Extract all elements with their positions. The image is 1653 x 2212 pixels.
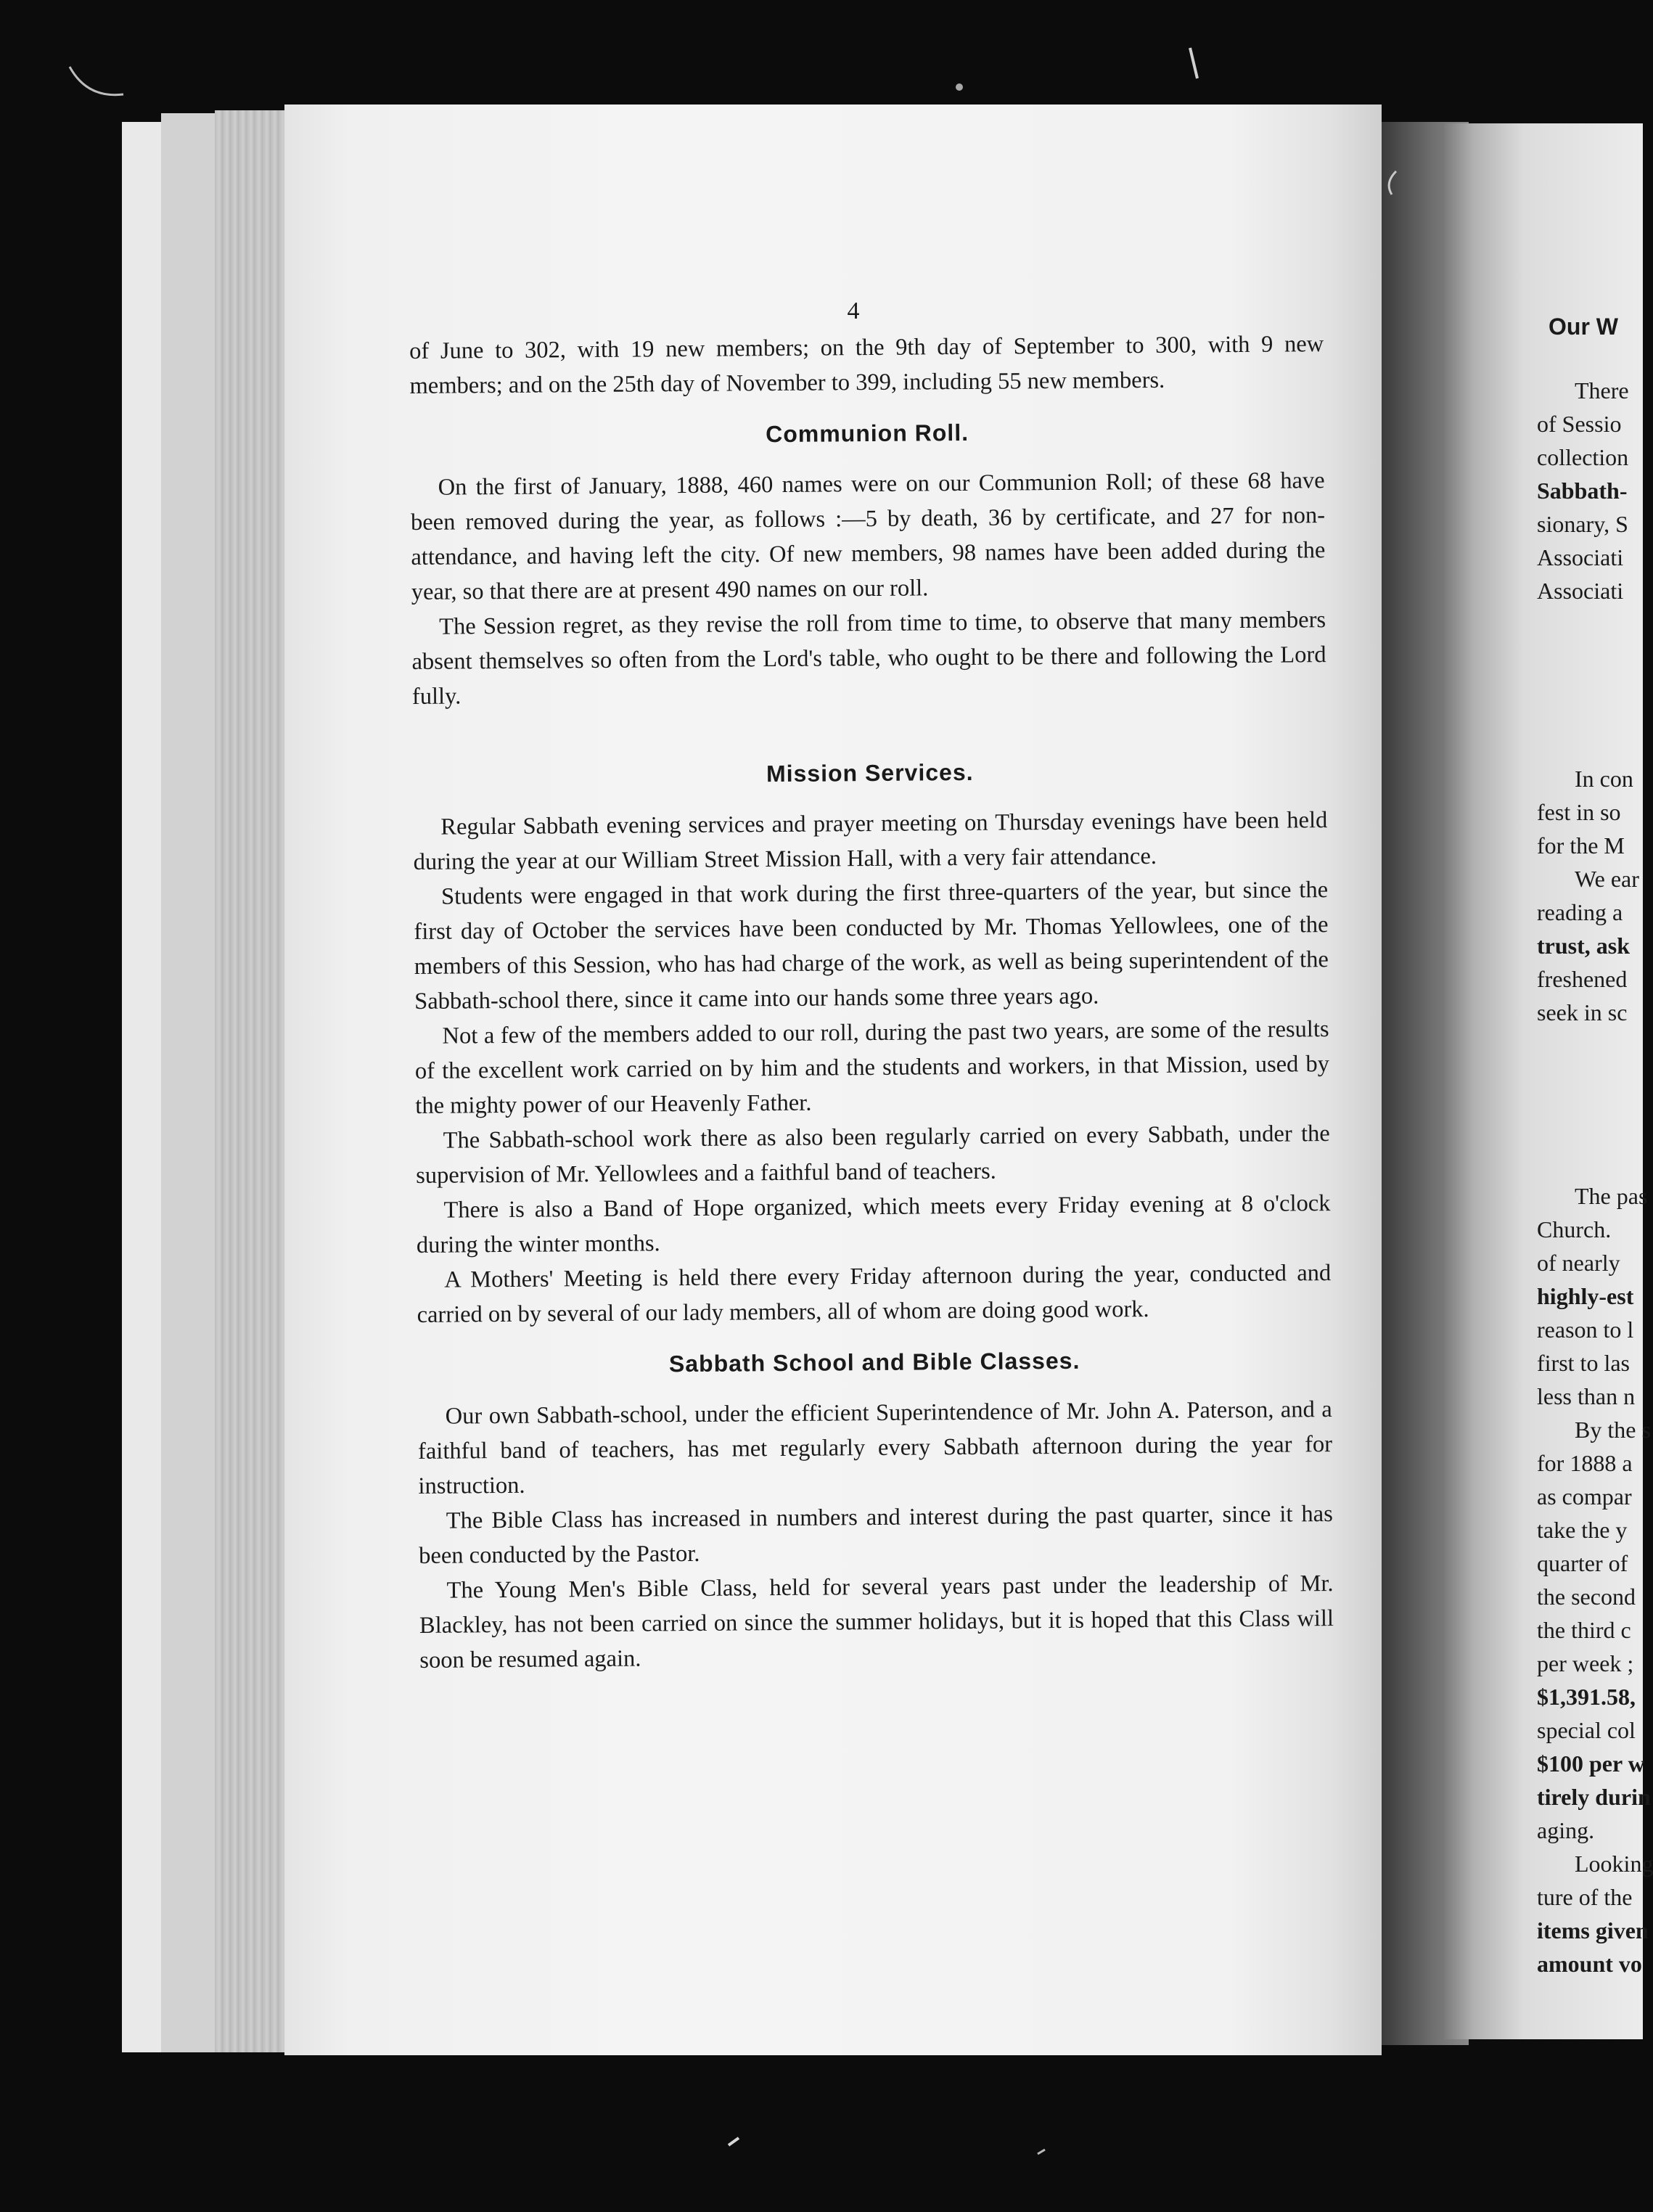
paragraph: Students were engaged in that work during the first three-quarters of the year, but since the first day of October the services have been conducted by Mr. Thomas Yellowlees, one of the members of this Session, who has had charge of the work, as well as being superintendent of the Sabbath-school there, since it came into our hands some three years ago. <box>414 877 1329 1015</box>
facing-page-line: $100 per w <box>1537 1750 1645 1777</box>
facing-page-line: first to las <box>1537 1350 1630 1376</box>
facing-page-line: as compar <box>1537 1483 1632 1510</box>
continued-paragraph: of June to 302, with 19 new members; on the 9th day of September to 300, with 9 new members; and on the 25th day of November to 399, including 55 new members. <box>409 331 1324 399</box>
facing-page-line: special col <box>1537 1717 1636 1743</box>
facing-page-line: the second <box>1537 1584 1636 1610</box>
facing-page-line: seek in sc <box>1537 999 1628 1025</box>
heading-sabbath-school: Sabbath School and Bible Classes. <box>668 1347 1080 1377</box>
facing-page-line: There <box>1575 377 1629 404</box>
facing-page-line: sionary, S <box>1537 511 1628 537</box>
facing-page-line: aging. <box>1537 1817 1595 1843</box>
facing-page-line: collection <box>1537 444 1629 470</box>
facing-page-line: reason to l <box>1537 1316 1634 1343</box>
page-number-label: 4 <box>847 298 860 324</box>
facing-page-line: $1,391.58, <box>1537 1684 1636 1710</box>
facing-page-line: trust, ask <box>1537 933 1631 959</box>
facing-page-line: less than n <box>1537 1383 1636 1409</box>
facing-page-line: for 1888 a <box>1537 1450 1633 1476</box>
paragraph: A Mothers' Meeting is held there every Friday afternoon during the year, conducted and carried on by several of our lady members, all of whom are doing good work. <box>417 1260 1332 1328</box>
facing-page-line: of Sessio <box>1537 411 1622 437</box>
paragraph: On the first of January, 1888, 460 names were on our Communion Roll; of these 68 have been removed during the year, as follows :—5 by death, 36 by certificate, and 27 for non-attendance, and having left the city. Of new members, 98 names have been added during the year, so that there are at present 490 names on our roll. <box>410 467 1326 605</box>
facing-page-line: We ear <box>1575 866 1639 892</box>
facing-page-line: ture of the <box>1537 1884 1633 1910</box>
facing-page-line: for the M <box>1537 832 1625 859</box>
facing-page-line: Associati <box>1537 544 1624 570</box>
facing-page-line: freshened <box>1537 966 1628 992</box>
facing-page-line: items given <box>1537 1917 1649 1943</box>
facing-page-line: By the s <box>1575 1417 1651 1443</box>
facing-page-line: Looking <box>1575 1851 1653 1877</box>
paragraph: The Sabbath-school work there as also been regularly carried on every Sabbath, under the supervision of Mr. Yellowlees and a faithful band of teachers. <box>415 1121 1330 1189</box>
paragraph: The Session regret, as they revise the roll from time to time, to observe that many members absent themselves so often from the Lord's table, who ought to be there and following the Lord fully. <box>411 607 1326 710</box>
facing-page-line: highly-est <box>1537 1283 1634 1309</box>
facing-page-line: fest in so <box>1537 799 1621 825</box>
paragraph: Regular Sabbath evening services and prayer meeting on Thursday evenings have been held during the year at our William Street Mission Hall, with a very fair attendance. <box>413 807 1328 875</box>
facing-page-line: reading a <box>1537 899 1623 925</box>
facing-page-line: of nearly <box>1537 1250 1620 1276</box>
heading-mission-services: Mission Services. <box>766 758 974 787</box>
facing-page-line: The pas <box>1575 1183 1648 1209</box>
facing-page-line: Church. <box>1537 1216 1612 1242</box>
facing-page-line: Associati <box>1537 578 1624 604</box>
facing-page-line: per week ; <box>1537 1650 1634 1676</box>
facing-page-line: tirely durin <box>1537 1784 1651 1810</box>
facing-page-line: take the y <box>1537 1517 1628 1543</box>
paragraph: Our own Sabbath-school, under the efficient Superintendence of Mr. John A. Paterson, and a faithful band of teachers, has met regularly every Sabbath afternoon during the year for instruction. <box>417 1396 1333 1499</box>
facing-page-line: In con <box>1575 766 1633 792</box>
facing-page-line: amount vo <box>1537 1951 1642 1977</box>
paragraph: There is also a Band of Hope organized, which meets every Friday evening at 8 o'clock during the winter months. <box>416 1190 1331 1258</box>
facing-page-line: quarter of <box>1537 1550 1628 1576</box>
paragraph: The Bible Class has increased in numbers and interest during the past quarter, since it has been conducted by the Pastor. <box>419 1501 1333 1569</box>
facing-page-line: the third c <box>1537 1617 1631 1643</box>
facing-page-heading: Our W <box>1549 314 1618 340</box>
paragraph: Not a few of the members added to our roll, during the past two years, are some of the results of the excellent work carried on by him and the students and workers, in that Mission, used by the mighty power of our Heavenly Father. <box>414 1016 1330 1119</box>
facing-page-line: Sabbath- <box>1537 478 1628 504</box>
paragraph: The Young Men's Bible Class, held for several years past under the leadership of Mr. Blackley, has not been carried on since the summer holidays, but it is hoped that this Class will soon be resumed again. <box>419 1570 1334 1674</box>
heading-communion-roll: Communion Roll. <box>766 419 969 448</box>
